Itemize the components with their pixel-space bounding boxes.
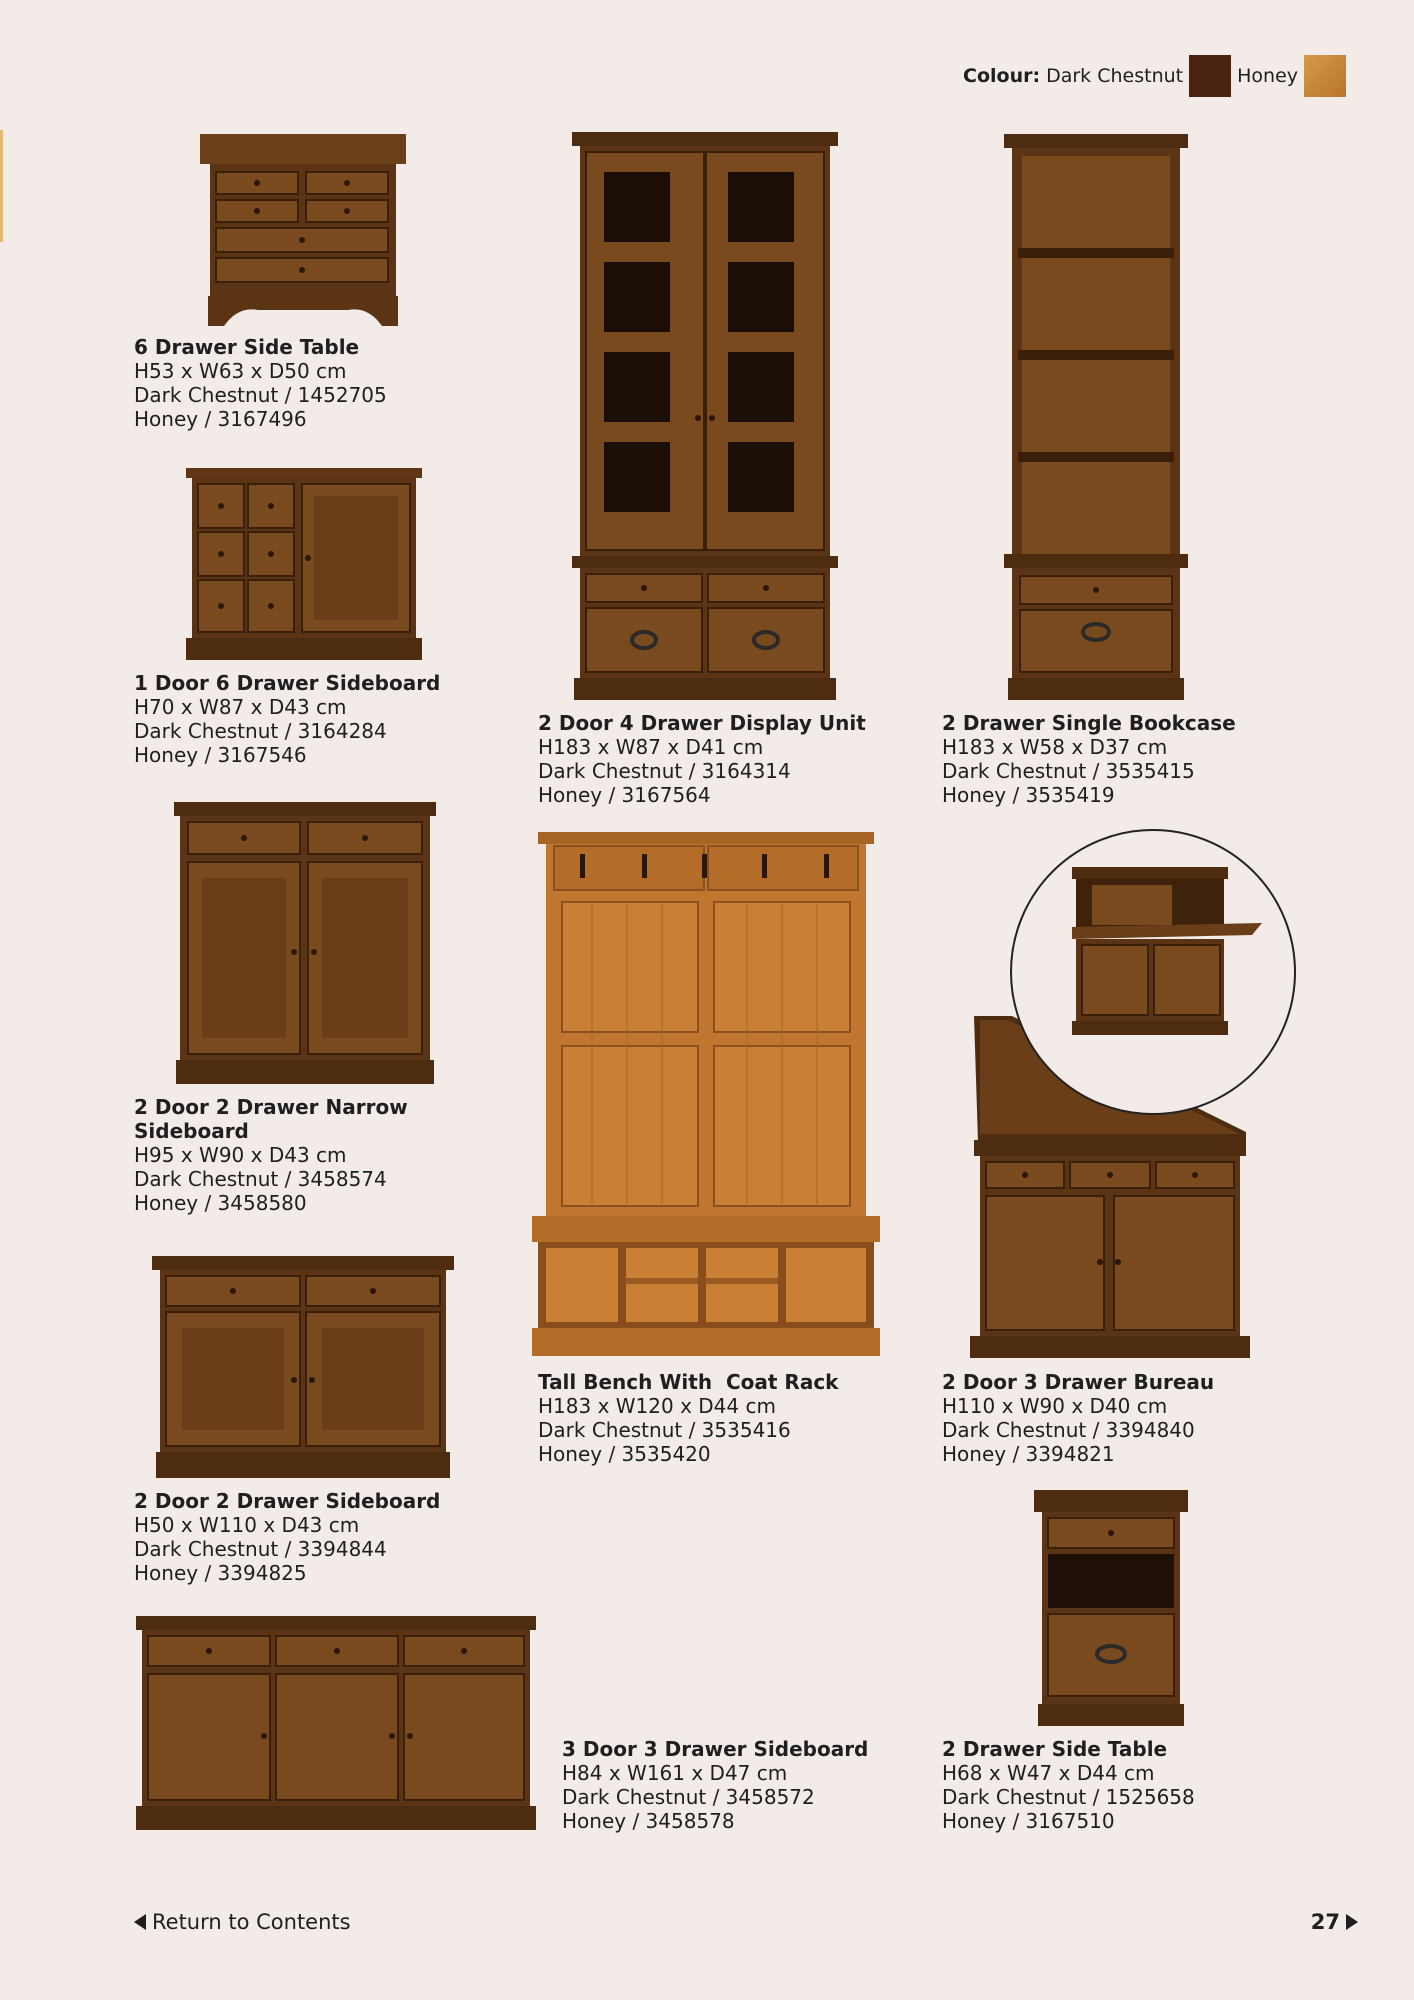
product-dimensions: H70 x W87 x D43 cm bbox=[134, 695, 347, 719]
triangle-right-icon bbox=[1346, 1914, 1358, 1930]
product-name-line-1: 2 Door 2 Drawer Narrow bbox=[134, 1095, 408, 1119]
product-dimensions: H183 x W87 x D41 cm bbox=[538, 735, 764, 759]
product-tall-bench-with-coat-rack bbox=[538, 1370, 838, 1466]
product-name: 2 Drawer Single Bookcase bbox=[942, 711, 1236, 735]
product-image-2-drawer-single-bookcase bbox=[1004, 134, 1188, 700]
product-dimensions: H183 x W120 x D44 cm bbox=[538, 1394, 776, 1418]
product-image-6-drawer-side-table bbox=[198, 134, 408, 326]
product-dark-chestnut-code: Dark Chestnut / 3394844 bbox=[134, 1537, 387, 1561]
dark-chestnut-swatch bbox=[1189, 55, 1231, 97]
product-image-2-door-2-drawer-narrow-sideboard bbox=[174, 802, 436, 1084]
product-dimensions: H84 x W161 x D47 cm bbox=[562, 1761, 788, 1785]
product-name: 2 Door 2 Drawer Sideboard bbox=[134, 1489, 441, 1513]
colour-option-dark-chestnut-label: Dark Chestnut bbox=[1046, 65, 1184, 87]
product-honey-code: Honey / 3167564 bbox=[538, 783, 711, 807]
product-dark-chestnut-code: Dark Chestnut / 1525658 bbox=[942, 1785, 1195, 1809]
product-dark-chestnut-code: Dark Chestnut / 3164284 bbox=[134, 719, 387, 743]
product-name: 2 Door 4 Drawer Display Unit bbox=[538, 711, 866, 735]
product-dark-chestnut-code: Dark Chestnut / 3394840 bbox=[942, 1418, 1195, 1442]
product-image-2-door-2-drawer-sideboard bbox=[152, 1256, 454, 1478]
product-dark-chestnut-code: Dark Chestnut / 3535415 bbox=[942, 759, 1195, 783]
product-honey-code: Honey / 3535420 bbox=[538, 1442, 711, 1466]
product-image-2-drawer-side-table bbox=[1034, 1490, 1188, 1726]
product-dark-chestnut-code: Dark Chestnut / 3458574 bbox=[134, 1167, 387, 1191]
product-dimensions: H53 x W63 x D50 cm bbox=[134, 359, 347, 383]
product-honey-code: Honey / 3167496 bbox=[134, 407, 307, 431]
product-honey-code: Honey / 3394825 bbox=[134, 1561, 307, 1585]
product-2-drawer-side-table bbox=[942, 1737, 1195, 1833]
product-name: Tall Bench With Coat Rack bbox=[538, 1370, 839, 1394]
product-image-tall-bench-with-coat-rack bbox=[532, 832, 880, 1356]
product-name: 3 Door 3 Drawer Sideboard bbox=[562, 1737, 869, 1761]
product-3-door-3-drawer-sideboard bbox=[562, 1737, 868, 1833]
colour-legend-label: Colour: bbox=[963, 65, 1041, 87]
product-2-door-2-drawer-narrow-sideboard bbox=[134, 1095, 408, 1215]
product-dark-chestnut-code: Dark Chestnut / 3535416 bbox=[538, 1418, 791, 1442]
product-dark-chestnut-code: Dark Chestnut / 3458572 bbox=[562, 1785, 815, 1809]
product-2-door-4-drawer-display-unit bbox=[538, 711, 866, 807]
product-dimensions: H68 x W47 x D44 cm bbox=[942, 1761, 1155, 1785]
product-1-door-6-drawer-sideboard bbox=[134, 671, 440, 767]
product-honey-code: Honey / 3458578 bbox=[562, 1809, 735, 1833]
product-dimensions: H183 x W58 x D37 cm bbox=[942, 735, 1168, 759]
product-name: 2 Door 3 Drawer Bureau bbox=[942, 1370, 1215, 1394]
colour-option-honey-label: Honey bbox=[1237, 65, 1298, 87]
product-image-3-door-3-drawer-sideboard bbox=[136, 1616, 536, 1830]
return-to-contents-label: Return to Contents bbox=[152, 1910, 351, 1934]
honey-swatch bbox=[1304, 55, 1346, 97]
page-number-next[interactable] bbox=[1311, 1910, 1358, 1934]
product-image-2-door-4-drawer-display-unit bbox=[572, 132, 838, 700]
colour-legend bbox=[963, 54, 1346, 98]
product-honey-code: Honey / 3394821 bbox=[942, 1442, 1115, 1466]
product-name: 6 Drawer Side Table bbox=[134, 335, 360, 359]
product-dark-chestnut-code: Dark Chestnut / 1452705 bbox=[134, 383, 387, 407]
product-name: 1 Door 6 Drawer Sideboard bbox=[134, 671, 441, 695]
product-dimensions: H110 x W90 x D40 cm bbox=[942, 1394, 1168, 1418]
product-image-1-door-6-drawer-sideboard bbox=[186, 468, 422, 660]
product-dimensions: H50 x W110 x D43 cm bbox=[134, 1513, 360, 1537]
page-number: 27 bbox=[1310, 1910, 1340, 1934]
return-to-contents-link[interactable] bbox=[134, 1910, 351, 1934]
product-name: 2 Drawer Side Table bbox=[942, 1737, 1168, 1761]
product-honey-code: Honey / 3167546 bbox=[134, 743, 307, 767]
page-edge-tab bbox=[0, 130, 3, 242]
product-name-line-2: Sideboard bbox=[134, 1119, 249, 1143]
product-dimensions: H95 x W90 x D43 cm bbox=[134, 1143, 347, 1167]
product-dark-chestnut-code: Dark Chestnut / 3164314 bbox=[538, 759, 791, 783]
product-honey-code: Honey / 3167510 bbox=[942, 1809, 1115, 1833]
product-2-door-3-drawer-bureau bbox=[942, 1370, 1214, 1466]
bureau-open-detail-image bbox=[1010, 829, 1296, 1115]
product-6-drawer-side-table bbox=[134, 335, 387, 431]
product-honey-code: Honey / 3458580 bbox=[134, 1191, 307, 1215]
product-2-drawer-single-bookcase bbox=[942, 711, 1236, 807]
triangle-left-icon bbox=[134, 1914, 146, 1930]
product-2-door-2-drawer-sideboard bbox=[134, 1489, 440, 1585]
product-honey-code: Honey / 3535419 bbox=[942, 783, 1115, 807]
